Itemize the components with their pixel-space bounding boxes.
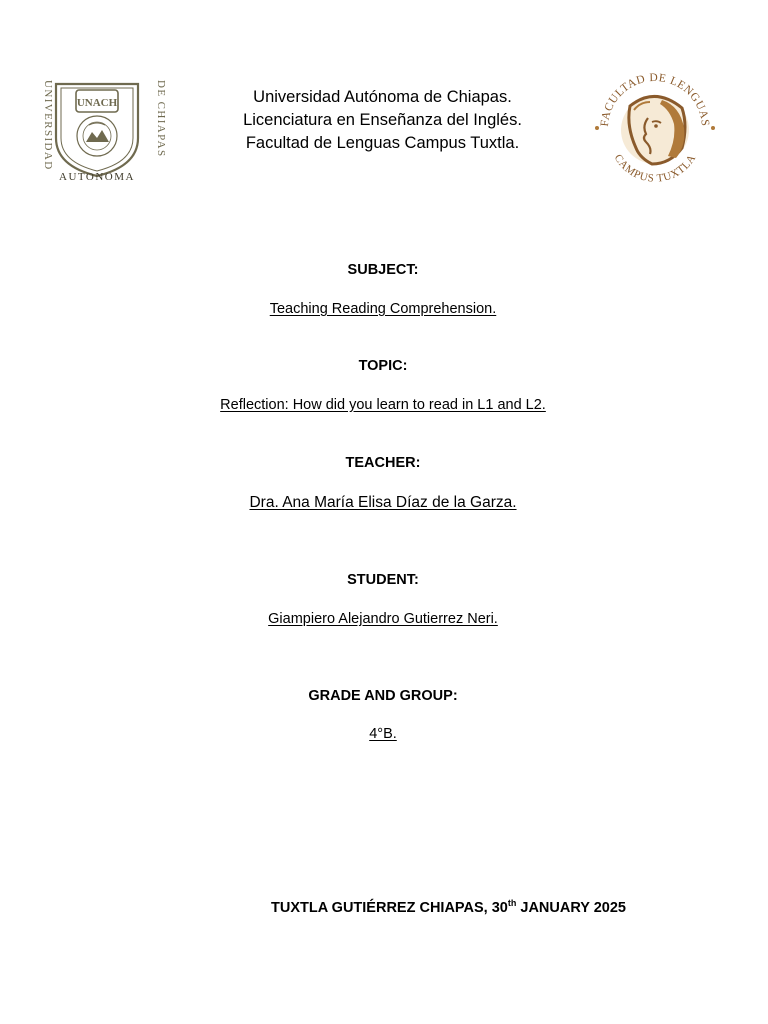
place-date-footer xyxy=(271,900,626,916)
student-value-text: Giampiero Alejandro Gutierrez Neri. xyxy=(268,611,498,627)
unach-bottom-text: AUTONOMA xyxy=(59,171,135,183)
header-degree: Licenciatura en Enseñanza del Inglés. xyxy=(243,111,522,129)
institution-header xyxy=(200,86,565,155)
lenguas-top-arc-text: FACULTAD DE LENGUAS xyxy=(598,71,712,128)
subject-label: SUBJECT: xyxy=(347,262,419,278)
topic-value-text: Reflection: How did you learn to read in L1 and L2. xyxy=(220,397,546,413)
header-university: Universidad Autónoma de Chiapas. xyxy=(253,88,512,106)
teacher-label: TEACHER: xyxy=(345,455,421,471)
grade-label: GRADE AND GROUP: xyxy=(308,688,458,704)
subject-value xyxy=(0,301,766,317)
teacher-value-text: Dra. Ana María Elisa Díaz de la Garza. xyxy=(249,494,517,511)
unach-logo xyxy=(34,76,167,184)
unach-ring-left-text: UNIVERSIDAD xyxy=(42,80,54,171)
footer-date: JANUARY 2025 xyxy=(516,900,626,916)
lenguas-bottom-arc-text: CAMPUS TUXTLA xyxy=(611,152,699,185)
grade-value xyxy=(0,726,766,742)
unach-ring-right-text: DE CHIAPAS xyxy=(155,80,167,158)
topic-label: TOPIC: xyxy=(358,358,408,374)
header-faculty: Facultad de Lenguas Campus Tuxtla. xyxy=(245,134,520,152)
student-value xyxy=(0,611,766,627)
topic-value xyxy=(0,397,766,413)
facultad-lenguas-logo xyxy=(590,66,720,192)
maya-head-icon xyxy=(621,96,689,164)
footer-place: TUXTLA GUTIÉRREZ CHIAPAS, 30 xyxy=(271,900,508,916)
student-label: STUDENT: xyxy=(347,572,419,588)
teacher-value xyxy=(0,494,766,512)
unach-shield-text: UNACH xyxy=(76,97,118,109)
footer-ordinal: th xyxy=(507,898,517,908)
subject-value-text: Teaching Reading Comprehension. xyxy=(269,301,497,317)
grade-value-text: 4°B. xyxy=(369,726,397,742)
